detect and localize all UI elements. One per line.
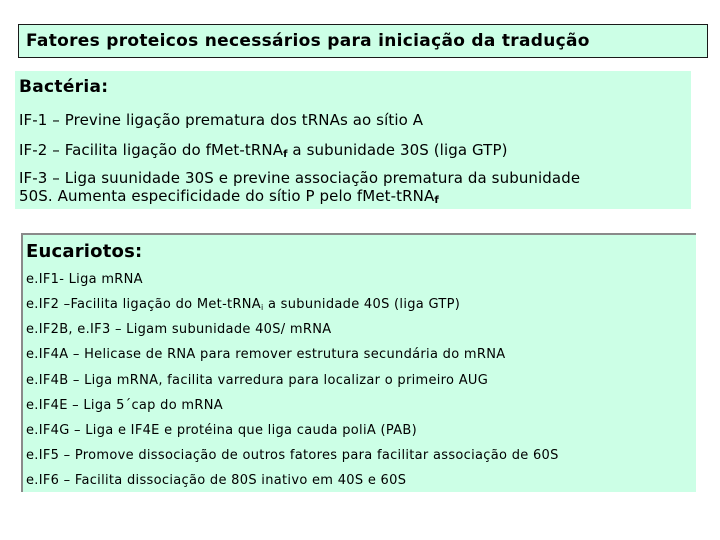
bacteria-if3-item-cont xyxy=(19,187,439,206)
eif4b-item: e.IF4B – Liga mRNA, facilita varredura para localizar o primeiro AUG xyxy=(26,373,489,388)
eukaryotes-heading: Eucariotos: xyxy=(26,241,143,262)
bacteria-if3-item: IF-3 – Liga suunidade 30S e previne associação prematura da subunidade xyxy=(19,169,581,187)
eif4e-item: e.IF4E – Liga 5´cap do mRNA xyxy=(26,398,223,413)
if2-text: IF-2 – Facilita ligação do fMet-tRNA xyxy=(19,141,284,159)
page-title: Fatores proteicos necessários para iniciação da tradução xyxy=(26,31,590,51)
eif2-text: e.IF2 –Facilita ligação do Met-tRNA xyxy=(26,297,262,312)
eif2b-eif3-item: e.IF2B, e.IF3 – Ligam subunidade 40S/ mRNA xyxy=(26,322,332,337)
if3-subscript: f xyxy=(434,195,439,206)
eif1-item: e.IF1- Liga mRNA xyxy=(26,272,143,287)
eif4g-item: e.IF4G – Liga e IF4E e protéina que liga cauda poliA (PAB) xyxy=(26,423,417,438)
bacteria-section xyxy=(15,71,691,209)
eif6-item: e.IF6 – Facilita dissociação de 80S inativo em 40S e 60S xyxy=(26,473,407,488)
bacteria-heading: Bactéria: xyxy=(19,77,109,97)
bacteria-if2-item xyxy=(19,141,508,160)
eif2-text-end: a subunidade 40S (liga GTP) xyxy=(263,297,461,312)
if3-text: 50S. Aumenta especificidade do sítio P pelo fMet-tRNA xyxy=(19,187,435,205)
if2-text-end: a subunidade 30S (liga GTP) xyxy=(287,141,508,159)
title-box xyxy=(18,24,708,58)
eif4a-item: e.IF4A – Helicase de RNA para remover estrutura secundária do mRNA xyxy=(26,347,506,362)
eukaryotes-section xyxy=(21,233,696,492)
bacteria-if1-item: IF-1 – Previne ligação prematura dos tRNAs ao sítio A xyxy=(19,111,424,129)
eif2-subscript: i xyxy=(261,303,264,312)
if2-subscript: f xyxy=(283,149,288,160)
eif2-item xyxy=(26,297,460,312)
eif5-item: e.IF5 – Promove dissociação de outros fatores para facilitar associação de 60S xyxy=(26,448,559,463)
